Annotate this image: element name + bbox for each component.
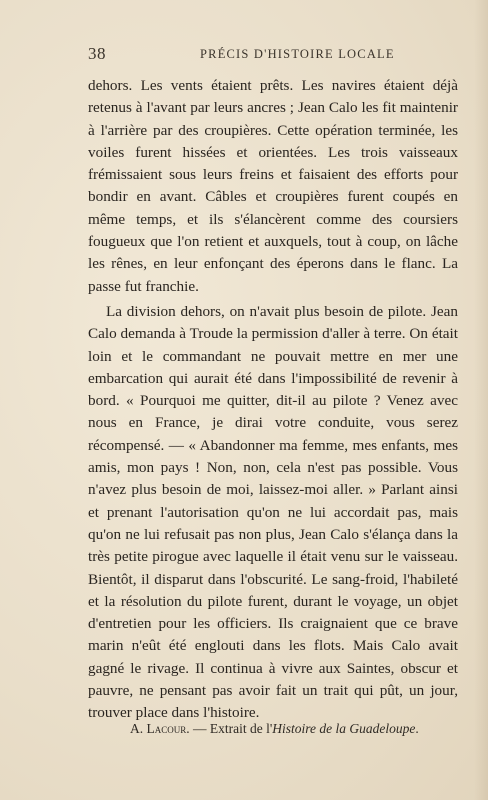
running-title: PRÉCIS D'HISTOIRE LOCALE	[200, 47, 395, 61]
source-attribution	[130, 721, 450, 737]
attribution-separator: — Extrait de l'	[189, 721, 273, 736]
body-text	[88, 75, 458, 725]
paragraph-1: dehors. Les vents étaient prêts. Les navires étaient déjà retenus à l'avant par leurs ancres ; Jean Calo les fit maintenir à l'arrière par des croupières. Cette opération terminée, les voiles furent hissées et orientées. Les trois vaisseaux frémissaient sous leurs freins et faisaient des efforts pour bondir en avant. Câbles et croupières furent coupés en même temps, et ils s'élancèrent comme des coursiers fougueux que l'on retient et auxquels, tout à coup, on lâche les rênes, en leur enfonçant des éperons dans le flanc. La passe fut franchie.	[88, 77, 458, 295]
page-number: 38	[88, 44, 106, 63]
attribution-author: A. Lacour.	[130, 721, 190, 736]
paragraph-2: La division dehors, on n'avait plus besoin de pilote. Jean Calo demanda à Troude la permission d'aller à terre. On était loin et le commandant ne pouvait mettre en mer une embarcation qui aurait été dans l'impossibilité de revenir à bord. « Pourquoi me quitter, dit-il au pilote ? Venez avec nous en France, je dirai votre conduite, vous serez récompensé. — « Abandonner ma femme, mes enfants, mes amis, mon pays ! Non, non, cela n'est pas possible. Vous n'avez plus besoin de moi, laissez-moi aller. » Parlant ainsi et prenant l'autorisation qu'on ne lui accordait pas, mais qu'on ne lui refusait pas non plus, Jean Calo s'élança dans la très petite pirogue avec laquelle il était venu sur le vaisseau. Bientôt, il disparut dans l'obscurité. Le sang-froid, l'habileté et la résolution du pilote furent, durant le voyage, un objet d'entretien pour les officiers. Ils craignaient que ce brave marin n'eût été englouti dans les flots. Mais Calo avait gagné le rivage. Il continua à vivre aux Saintes, obscur et pauvre, ne pensant pas avoir fait un trait qui pût, un jour, trouver place dans l'histoire.	[88, 302, 458, 722]
attribution-end: .	[415, 721, 419, 736]
page-header	[88, 44, 460, 66]
page-edge-shadow	[474, 0, 488, 800]
attribution-work-title: Histoire de la Guadeloupe	[272, 721, 416, 736]
